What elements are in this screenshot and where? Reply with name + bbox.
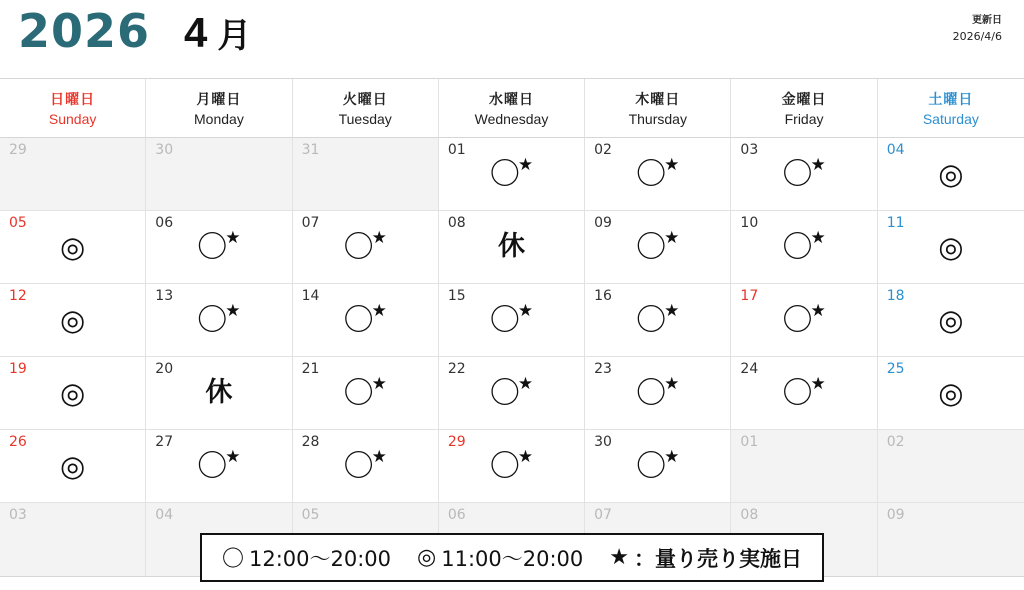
- day-number: 29: [447, 434, 466, 450]
- weekday-jp: 木曜日: [635, 91, 681, 107]
- mark-group: [489, 155, 534, 192]
- day-number: 13: [155, 288, 174, 304]
- open-circle-icon: 〇: [782, 376, 813, 411]
- day-number: 12: [9, 288, 27, 304]
- mark-group: [197, 228, 241, 265]
- double-circle-icon: ◎: [938, 303, 964, 337]
- day-marks: [731, 228, 876, 265]
- day-number: 07: [594, 507, 612, 523]
- day-number: 04: [155, 507, 174, 523]
- star-icon: ★: [225, 301, 241, 321]
- day-marks: [878, 157, 1024, 191]
- day-marks: [0, 376, 145, 410]
- open-circle-icon: 〇: [343, 303, 374, 338]
- updated-date: 2026/4/6: [952, 29, 1002, 43]
- day-cell[interactable]: [293, 211, 439, 284]
- day-number: 22: [447, 361, 466, 377]
- day-number: 25: [886, 361, 905, 377]
- day-cell[interactable]: [293, 284, 439, 357]
- day-marks: [439, 155, 584, 192]
- mark-group: [938, 230, 964, 264]
- mark-group: [197, 447, 241, 484]
- open-circle-icon: 〇: [489, 376, 520, 411]
- day-number: 03: [740, 142, 759, 158]
- week-row: [0, 138, 1024, 211]
- day-number: 30: [155, 142, 174, 158]
- day-cell[interactable]: [439, 284, 585, 357]
- mark-group: [197, 301, 241, 338]
- day-number: 01: [447, 142, 466, 158]
- weekday-en: Tuesday: [338, 111, 392, 127]
- day-number: 09: [594, 215, 612, 231]
- year-label: 2026: [18, 4, 151, 58]
- day-number: 08: [740, 507, 759, 523]
- day-cell[interactable]: [146, 357, 292, 430]
- weekday-header-tuesday: [293, 79, 439, 138]
- star-icon: ★: [517, 447, 534, 467]
- star-icon: ★: [810, 374, 826, 394]
- open-circle-icon: 〇: [489, 157, 520, 192]
- legend-text: 11:00〜20:00: [441, 546, 584, 571]
- open-circle-icon: 〇: [636, 376, 667, 411]
- day-marks: [146, 301, 291, 338]
- day-marks: [585, 374, 730, 411]
- day-marks: [146, 447, 291, 484]
- day-marks: [0, 230, 145, 264]
- star-icon: ★: [225, 447, 241, 467]
- day-cell[interactable]: [878, 211, 1024, 284]
- weekday-en: Wednesday: [474, 111, 549, 127]
- open-circle-icon: 〇: [343, 376, 374, 411]
- star-icon: ★: [517, 155, 534, 175]
- star-icon: ★: [664, 228, 680, 248]
- double-circle-icon: ◎: [59, 449, 86, 483]
- star-icon: ★: [664, 155, 680, 175]
- weekday-jp: 日曜日: [50, 91, 96, 107]
- mark-group: [343, 447, 387, 484]
- weekday-header-monday: [146, 79, 292, 138]
- star-icon: ★: [810, 155, 826, 175]
- day-cell[interactable]: [585, 138, 731, 211]
- day-number: 23: [594, 361, 612, 377]
- mark-group: [343, 374, 387, 411]
- day-cell[interactable]: [731, 211, 877, 284]
- day-marks: [878, 230, 1024, 264]
- day-cell[interactable]: [878, 284, 1024, 357]
- mark-group: [636, 301, 680, 338]
- day-cell[interactable]: [0, 284, 146, 357]
- day-cell[interactable]: [585, 430, 731, 503]
- open-circle-icon: 〇: [782, 157, 813, 192]
- day-cell[interactable]: [0, 503, 146, 576]
- month-unit-label: 月: [217, 17, 252, 55]
- mark-group: [636, 155, 680, 192]
- day-number: 06: [155, 215, 174, 231]
- mark-group: [205, 379, 232, 406]
- mark-group: [489, 374, 534, 411]
- day-number: 27: [155, 434, 174, 450]
- day-marks: [731, 155, 876, 192]
- legend-item: [609, 543, 802, 573]
- day-marks: [878, 376, 1024, 410]
- day-cell[interactable]: [439, 138, 585, 211]
- day-number: 01: [740, 434, 759, 450]
- day-number: 03: [9, 507, 27, 523]
- day-number: 29: [9, 142, 27, 158]
- closed-day-label: 休: [497, 231, 525, 261]
- legend-symbol-icon: ◎: [417, 545, 437, 570]
- updated-label: 更新日: [972, 15, 1002, 26]
- weekday-header-friday: [731, 79, 877, 138]
- weekday-en: Monday: [194, 111, 244, 127]
- legend-symbol-icon: 〇: [221, 547, 244, 572]
- day-cell[interactable]: [731, 357, 877, 430]
- day-cell[interactable]: [731, 284, 877, 357]
- double-circle-icon: ◎: [938, 376, 964, 410]
- mark-group: [59, 230, 86, 264]
- open-circle-icon: 〇: [197, 230, 228, 265]
- double-circle-icon: ◎: [59, 303, 86, 337]
- week-row: [0, 284, 1024, 357]
- weekday-header-wednesday: [439, 79, 585, 138]
- day-cell[interactable]: [585, 357, 731, 430]
- month-title: [184, 9, 252, 56]
- weekday-en: Saturday: [922, 111, 979, 127]
- calendar-grid: [0, 78, 1024, 577]
- weeks-container: [0, 138, 1024, 576]
- day-number: 31: [301, 142, 320, 158]
- star-icon: ★: [371, 228, 387, 248]
- weekday-jp: 月曜日: [196, 91, 242, 107]
- mark-group: [938, 303, 964, 337]
- day-marks: [439, 301, 584, 338]
- day-cell[interactable]: [293, 430, 439, 503]
- open-circle-icon: 〇: [782, 303, 813, 338]
- day-number: 05: [301, 507, 320, 523]
- updated-block: [953, 14, 1002, 44]
- open-circle-icon: 〇: [636, 449, 667, 484]
- day-marks: [878, 303, 1024, 337]
- weekday-header-saturday: [878, 79, 1024, 138]
- mark-group: [782, 155, 826, 192]
- legend-item: [222, 542, 391, 573]
- day-marks: [585, 447, 730, 484]
- mark-group: [938, 157, 964, 191]
- day-cell[interactable]: [585, 211, 731, 284]
- mark-group: [782, 374, 826, 411]
- star-icon: ★: [810, 301, 826, 321]
- day-cell[interactable]: [146, 211, 292, 284]
- mark-group: [636, 374, 680, 411]
- day-number: 19: [9, 361, 27, 377]
- day-number: 02: [886, 434, 905, 450]
- day-marks: [293, 447, 438, 484]
- day-number: 17: [740, 288, 759, 304]
- double-circle-icon: ◎: [938, 157, 964, 191]
- day-cell[interactable]: [439, 211, 585, 284]
- day-number: 07: [301, 215, 320, 231]
- day-number: 24: [740, 361, 759, 377]
- open-circle-icon: 〇: [636, 230, 667, 265]
- star-icon: ★: [664, 447, 680, 467]
- day-cell[interactable]: [878, 503, 1024, 576]
- closed-day-label: 休: [205, 377, 233, 407]
- day-cell[interactable]: [731, 430, 877, 503]
- star-icon: ★: [225, 228, 241, 248]
- title-row: [18, 4, 1006, 58]
- weekday-en: Friday: [784, 111, 824, 127]
- day-number: 05: [9, 215, 27, 231]
- weekday-header-thursday: [585, 79, 731, 138]
- mark-group: [938, 376, 964, 410]
- open-circle-icon: 〇: [636, 157, 667, 192]
- day-cell[interactable]: [146, 138, 292, 211]
- day-number: 16: [594, 288, 612, 304]
- day-cell[interactable]: [731, 138, 877, 211]
- mark-group: [498, 233, 525, 260]
- weekday-jp: 土曜日: [928, 91, 974, 107]
- weekday-header-row: [0, 79, 1024, 138]
- day-number: 15: [447, 288, 466, 304]
- day-cell[interactable]: [0, 357, 146, 430]
- star-icon: ★: [664, 374, 680, 394]
- open-circle-icon: 〇: [636, 303, 667, 338]
- star-icon: ★: [517, 301, 534, 321]
- day-number: 20: [155, 361, 174, 377]
- day-cell[interactable]: [146, 430, 292, 503]
- weekday-en: Sunday: [48, 111, 97, 127]
- day-marks: [293, 301, 438, 338]
- day-marks: [731, 374, 876, 411]
- mark-group: [59, 449, 86, 483]
- star-icon: ★: [810, 228, 826, 248]
- open-circle-icon: 〇: [343, 449, 374, 484]
- page-header: [0, 0, 1024, 78]
- mark-group: [343, 301, 387, 338]
- open-circle-icon: 〇: [197, 449, 228, 484]
- weekday-header-sunday: [0, 79, 146, 138]
- day-cell[interactable]: [0, 138, 146, 211]
- day-number: 30: [594, 434, 612, 450]
- star-icon: ★: [664, 301, 680, 321]
- day-number: 11: [886, 215, 905, 231]
- day-cell[interactable]: [146, 284, 292, 357]
- mark-group: [636, 447, 680, 484]
- day-number: 26: [9, 434, 27, 450]
- day-number: 28: [301, 434, 320, 450]
- weekday-jp: 火曜日: [342, 91, 388, 107]
- day-number: 18: [886, 288, 905, 304]
- week-row: [0, 357, 1024, 430]
- day-cell[interactable]: [0, 430, 146, 503]
- mark-group: [489, 301, 534, 338]
- day-number: 09: [886, 507, 905, 523]
- star-icon: ★: [371, 374, 387, 394]
- day-marks: [585, 301, 730, 338]
- day-marks: [146, 228, 291, 265]
- weekday-jp: 金曜日: [781, 91, 827, 107]
- open-circle-icon: 〇: [343, 230, 374, 265]
- legend-text: 12:00〜20:00: [248, 546, 392, 571]
- day-number: 06: [447, 507, 466, 523]
- day-cell[interactable]: [878, 357, 1024, 430]
- star-icon: ★: [517, 374, 534, 394]
- day-cell[interactable]: [878, 138, 1024, 211]
- day-number: 21: [301, 361, 320, 377]
- mark-group: [782, 301, 826, 338]
- day-marks: [0, 303, 145, 337]
- star-icon: ★: [371, 447, 387, 467]
- day-marks: [585, 155, 730, 192]
- month-number: 4: [184, 9, 208, 56]
- weekday-en: Thursday: [628, 111, 687, 127]
- double-circle-icon: ◎: [59, 230, 86, 264]
- day-marks: [293, 228, 438, 265]
- legend-box: [200, 533, 824, 582]
- day-cell[interactable]: [293, 138, 439, 211]
- open-circle-icon: 〇: [489, 449, 520, 484]
- day-marks: [585, 228, 730, 265]
- weekday-jp: 水曜日: [488, 91, 534, 107]
- day-cell[interactable]: [585, 284, 731, 357]
- day-number: 14: [301, 288, 320, 304]
- star-icon: ★: [371, 301, 387, 321]
- day-marks: [439, 447, 584, 484]
- day-number: 02: [594, 142, 612, 158]
- day-marks: [731, 301, 876, 338]
- open-circle-icon: 〇: [197, 303, 228, 338]
- double-circle-icon: ◎: [938, 230, 964, 264]
- day-number: 10: [740, 215, 759, 231]
- day-marks: [439, 374, 584, 411]
- mark-group: [59, 376, 86, 410]
- day-number: 04: [886, 142, 905, 158]
- day-marks: [146, 379, 291, 406]
- mark-group: [59, 303, 86, 337]
- legend-item: [417, 543, 583, 573]
- day-cell[interactable]: [439, 430, 585, 503]
- legend-symbol-icon: ★: [609, 545, 630, 570]
- open-circle-icon: 〇: [489, 303, 520, 338]
- day-cell[interactable]: [293, 357, 439, 430]
- mark-group: [489, 447, 534, 484]
- day-cell[interactable]: [439, 357, 585, 430]
- day-cell[interactable]: [0, 211, 146, 284]
- day-marks: [0, 449, 145, 483]
- day-cell[interactable]: [878, 430, 1024, 503]
- day-number: 08: [447, 215, 466, 231]
- mark-group: [636, 228, 680, 265]
- open-circle-icon: 〇: [782, 230, 813, 265]
- day-marks: [439, 233, 584, 260]
- week-row: [0, 211, 1024, 284]
- mark-group: [343, 228, 387, 265]
- double-circle-icon: ◎: [59, 376, 86, 410]
- week-row: [0, 430, 1024, 503]
- day-marks: [293, 374, 438, 411]
- mark-group: [782, 228, 826, 265]
- legend-text: ：量り売り実施日: [634, 547, 803, 571]
